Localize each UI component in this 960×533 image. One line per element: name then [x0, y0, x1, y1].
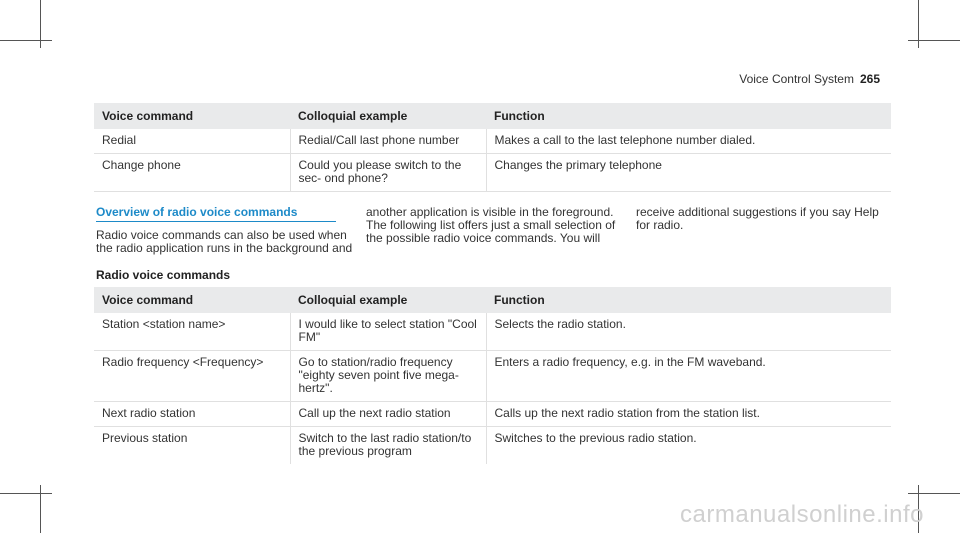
column-header: Voice command: [94, 103, 290, 129]
column-header: Voice command: [94, 287, 290, 313]
table-cell: Makes a call to the last telephone number dialed.: [486, 129, 891, 154]
crop-mark: [0, 493, 52, 494]
page-number: 265: [859, 72, 880, 86]
radio-commands-table: [94, 287, 891, 464]
column-header: Function: [486, 287, 891, 313]
table-row: [94, 402, 891, 427]
subsection-title: Radio voice commands: [96, 268, 231, 282]
table-cell: Radio frequency <Frequency>: [94, 351, 290, 402]
paragraph-column-2: another application is visible in the foreground. The following list offers just a small selection of the possible radio voice commands. You will: [366, 205, 616, 245]
table-cell: Switches to the previous radio station.: [486, 427, 891, 465]
table-cell: Switch to the last radio station/to the previous program: [290, 427, 486, 465]
crop-mark: [908, 493, 960, 494]
column-header: Colloquial example: [290, 287, 486, 313]
watermark: carmanualsonline.info: [680, 501, 924, 528]
table-row: [94, 129, 891, 154]
table-header-row: [94, 287, 891, 313]
column-header: Function: [486, 103, 891, 129]
table-cell: Changes the primary telephone: [486, 154, 891, 192]
paragraph-column-3: receive additional suggestions if you say Help for radio.: [636, 205, 879, 232]
table-row: [94, 313, 891, 351]
section-name: Voice Control System: [739, 72, 854, 86]
table-cell: Calls up the next radio station from the station list.: [486, 402, 891, 427]
table-cell: Go to station/radio frequency "eighty seven point five mega- hertz".: [290, 351, 486, 402]
table-cell: Change phone: [94, 154, 290, 192]
table-cell: Could you please switch to the sec- ond phone?: [290, 154, 486, 192]
paragraph-column-1: Radio voice commands can also be used when the radio application runs in the background and: [96, 228, 353, 255]
page-header: [739, 72, 880, 86]
table-cell: I would like to select station "Cool FM": [290, 313, 486, 351]
table-header-row: [94, 103, 891, 129]
table-row: [94, 427, 891, 465]
table-cell: Next radio station: [94, 402, 290, 427]
table-row: [94, 154, 891, 192]
table-cell: Enters a radio frequency, e.g. in the FM waveband.: [486, 351, 891, 402]
table-row: [94, 351, 891, 402]
table-cell: Call up the next radio station: [290, 402, 486, 427]
table-cell: Redial/Call last phone number: [290, 129, 486, 154]
table-cell: Redial: [94, 129, 290, 154]
crop-mark: [0, 40, 52, 41]
table-cell: Station <station name>: [94, 313, 290, 351]
table-cell: Previous station: [102, 431, 188, 445]
crop-mark: [908, 40, 960, 41]
section-title: Overview of radio voice commands: [96, 205, 336, 222]
phone-commands-table: [94, 103, 891, 192]
column-header: Colloquial example: [290, 103, 486, 129]
table-cell: Selects the radio station.: [486, 313, 891, 351]
